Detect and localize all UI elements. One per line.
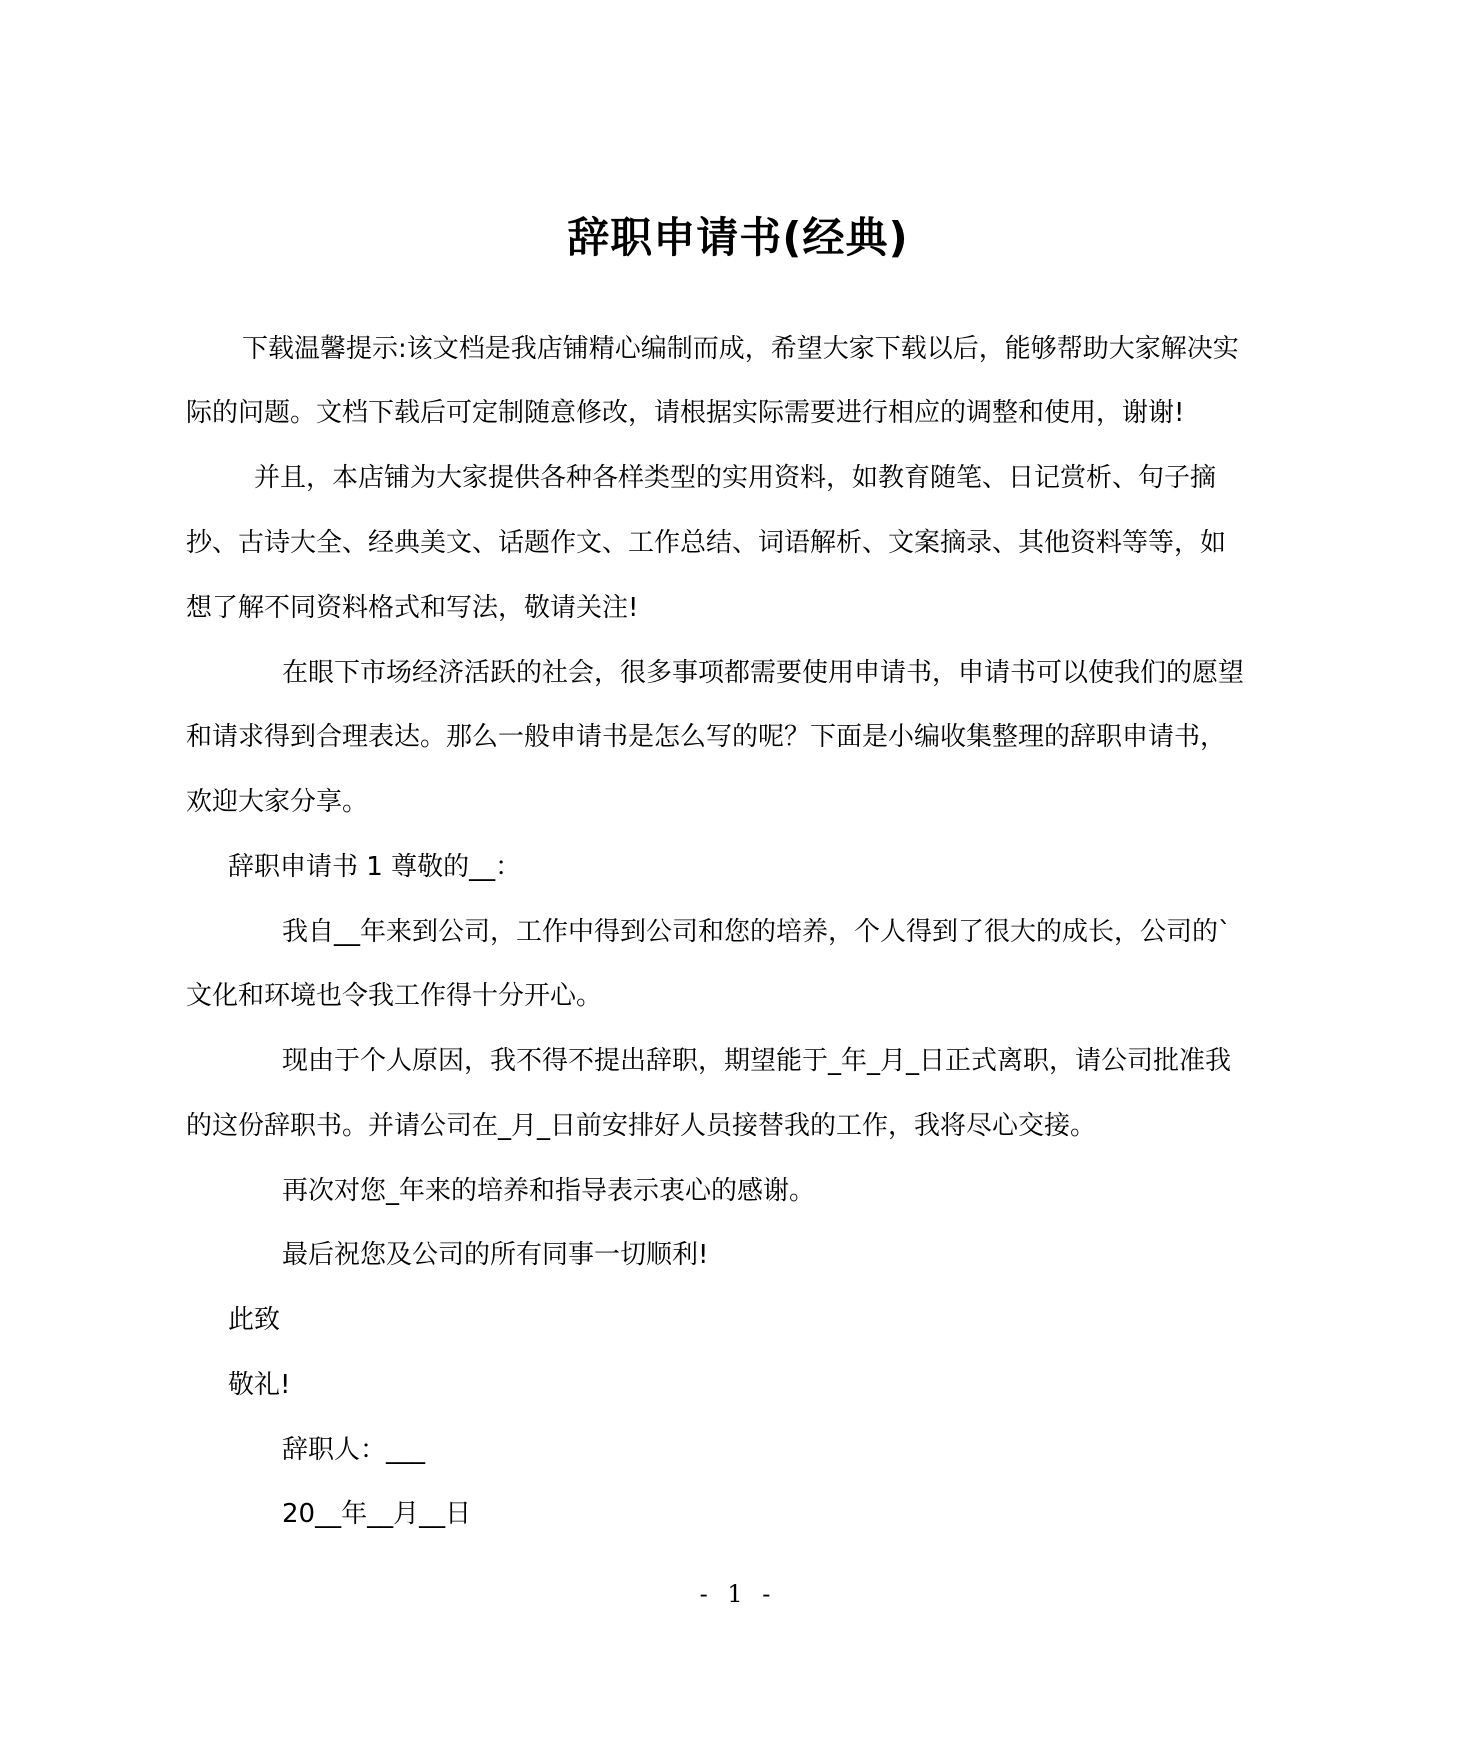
letter-body-line-3: 现由于个人原因，我不得不提出辞职，期望能于_年_月_日正式离职，请公司批准我 <box>282 1046 1232 1076</box>
letter-thanks-line: 再次对您_年来的培养和指导表示衷心的感谢。 <box>282 1176 816 1206</box>
store-notice-line-2: 抄、古诗大全、经典美文、话题作文、工作总结、词语解析、文案摘录、其他资料等等，如 <box>186 528 1227 558</box>
page-number: - 1 - <box>699 1580 777 1608</box>
letter-wishes-line: 最后祝您及公司的所有同事一切顺利! <box>282 1240 709 1270</box>
store-notice-line-1: 并且，本店铺为大家提供各种各样类型的实用资料，如教育随笔、日记赏析、句子摘 <box>254 463 1217 493</box>
intro-line-1: 在眼下市场经济活跃的社会，很多事项都需要使用申请书，申请书可以使我们的愿望 <box>282 658 1245 688</box>
store-notice-line-3: 想了解不同资料格式和写法，敬请关注! <box>186 593 639 623</box>
letter-body-line-2: 文化和环境也令我工作得十分开心。 <box>186 981 603 1011</box>
closing-jingli: 敬礼! <box>228 1370 291 1400</box>
letter-body-line-1: 我自__年来到公司，工作中得到公司和您的培养，个人得到了很大的成长，公司的` <box>282 917 1232 947</box>
download-tip-line-2: 际的问题。文档下载后可定制随意修改，请根据实际需要进行相应的调整和使用，谢谢! <box>186 398 1185 428</box>
letter-body-line-4: 的这份辞职书。并请公司在_月_日前安排好人员接替我的工作，我将尽心交接。 <box>186 1111 1097 1141</box>
letter-heading: 辞职申请书 1 尊敬的__： <box>228 852 522 882</box>
signature-line: 辞职人：___ <box>282 1435 426 1465</box>
intro-line-3: 欢迎大家分享。 <box>186 787 369 817</box>
document-title: 辞职申请书(经典) <box>567 213 909 262</box>
closing-cizhi: 此致 <box>228 1305 281 1335</box>
date-line: 20__年__月__日 <box>282 1499 472 1529</box>
download-tip-line-1: 下载温馨提示:该文档是我店铺精心编制而成，希望大家下载以后，能够帮助大家解决实 <box>242 334 1239 364</box>
intro-line-2: 和请求得到合理表达。那么一般申请书是怎么写的呢？下面是小编收集整理的辞职申请书， <box>186 722 1227 752</box>
